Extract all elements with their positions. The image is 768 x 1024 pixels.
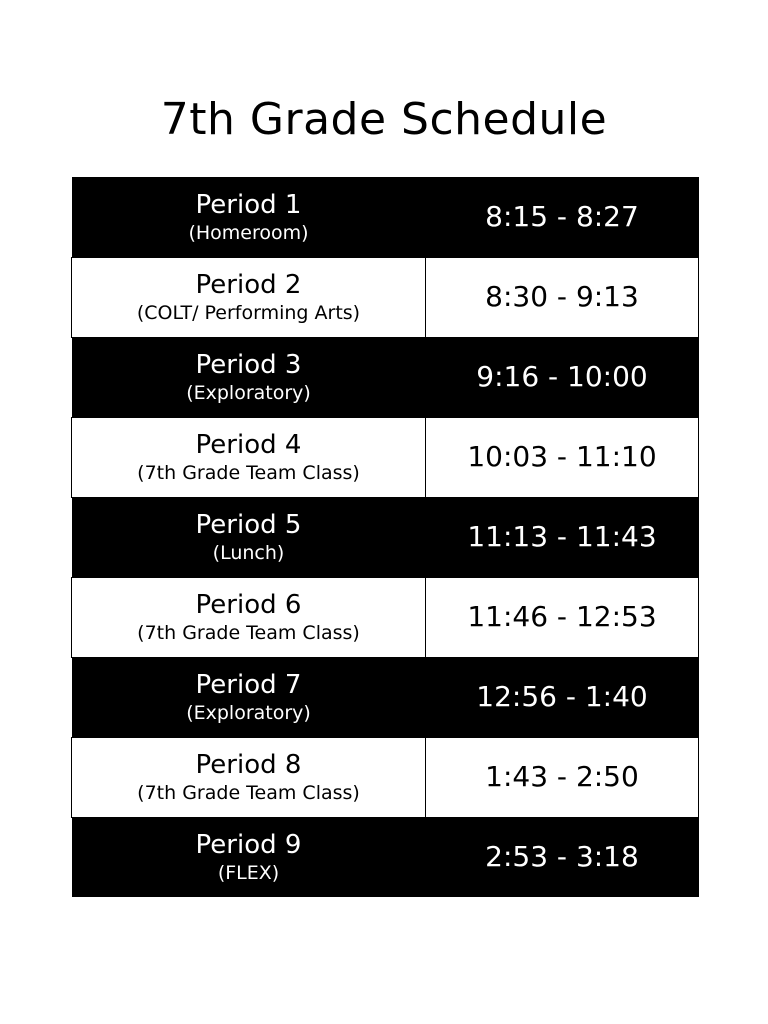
- period-name: Period 7: [195, 670, 302, 700]
- period-description: (7th Grade Team Class): [137, 782, 360, 804]
- time-cell: [426, 177, 699, 257]
- schedule-row: [72, 497, 699, 577]
- period-cell: [72, 817, 426, 897]
- time-cell: [426, 657, 699, 737]
- schedule-row: [72, 417, 699, 497]
- time-cell: [426, 257, 699, 337]
- period-description: (Exploratory): [186, 702, 311, 724]
- period-name: Period 3: [195, 350, 302, 380]
- period-description: (FLEX): [217, 862, 280, 885]
- schedule-table: [71, 177, 699, 897]
- period-time: 1:43 - 2:50: [485, 760, 639, 793]
- schedule-row: [72, 817, 699, 897]
- schedule-row: [72, 657, 699, 737]
- schedule-row: [72, 177, 699, 257]
- period-cell: [72, 177, 426, 257]
- time-cell: [426, 497, 699, 577]
- period-name: Period 8: [195, 750, 302, 780]
- period-cell: [72, 737, 426, 817]
- period-cell: [72, 337, 426, 417]
- time-cell: [426, 817, 699, 897]
- period-description: (7th Grade Team Class): [137, 622, 360, 644]
- period-time: 8:30 - 9:13: [485, 280, 639, 313]
- period-time: 2:53 - 3:18: [485, 840, 639, 874]
- time-cell: [426, 417, 699, 497]
- period-name: Period 2: [195, 270, 302, 300]
- period-name: Period 9: [195, 830, 302, 861]
- period-time: 11:13 - 11:43: [467, 520, 657, 553]
- schedule-row: [72, 337, 699, 417]
- period-description: (7th Grade Team Class): [137, 462, 360, 484]
- period-cell: [72, 417, 426, 497]
- schedule-row: [72, 577, 699, 657]
- period-description: (COLT/ Performing Arts): [136, 302, 361, 324]
- period-cell: [72, 497, 426, 577]
- period-name: Period 1: [195, 189, 302, 220]
- period-name: Period 4: [195, 430, 302, 460]
- time-cell: [426, 737, 699, 817]
- period-name: Period 5: [195, 510, 302, 540]
- period-description: (Lunch): [212, 542, 285, 564]
- period-cell: [72, 657, 426, 737]
- period-name: Period 6: [195, 590, 302, 620]
- time-cell: [426, 337, 699, 417]
- period-description: (Exploratory): [186, 382, 311, 404]
- period-time: 9:16 - 10:00: [476, 360, 648, 393]
- period-time: 8:15 - 8:27: [485, 199, 639, 233]
- period-description: (Homeroom): [188, 221, 309, 244]
- schedule-row: [72, 257, 699, 337]
- schedule-row: [72, 737, 699, 817]
- time-cell: [426, 577, 699, 657]
- page-title: 7th Grade Schedule: [160, 94, 608, 145]
- period-time: 10:03 - 11:10: [467, 440, 657, 473]
- period-time: 12:56 - 1:40: [476, 680, 648, 713]
- period-cell: [72, 257, 426, 337]
- period-time: 11:46 - 12:53: [467, 600, 657, 633]
- period-cell: [72, 577, 426, 657]
